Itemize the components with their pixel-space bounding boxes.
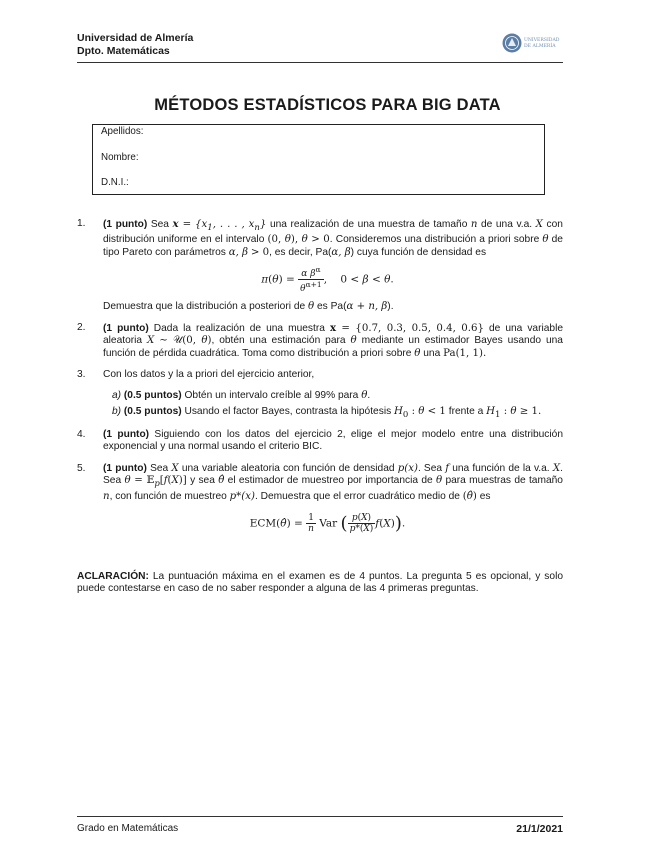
question-number: 3.	[77, 369, 86, 380]
header-block	[77, 32, 193, 58]
equation-pareto-density: π(θ) = $\frac{\alpha \beta^\alpha}{\theta^{\alpha+1}}$ , 0 < β < θ.	[261, 265, 394, 294]
note-label: ACLARACIÓN:	[77, 571, 149, 582]
surname-label: Apellidos:	[101, 126, 144, 137]
id-label: D.N.I.:	[101, 177, 129, 188]
question-5: 5. (1 punto) Sea X una variable aleatoria con función de densidad p(x). Sea f una función de la v.a. X. Sea θ = 𝔼$_p$[f(X)] y sea θ̂ el estimador de muestreo por importancia de θ para muestras de tamaño n, con función de muestreo p*(x). Demuestra que el error cuadrático medio de (θ̂) es	[77, 463, 563, 502]
question-1-conclusion: Demuestra que la distribución a posteriori de θ es Pa(α + n, β).	[103, 301, 394, 312]
note-text: La puntuación máxima en el examen es de 4 puntos. La pregunta 5 es opcional, y solo puede contestarse en caso de no saber responder a alguna de las 4 primeras preguntas.	[77, 571, 563, 595]
logo-text-line-2: DE ALMERÍA	[524, 44, 556, 49]
question-points: (1 punto)	[103, 219, 148, 230]
question-4: 4. (1 punto) Siguiendo con los datos del ejercicio 2, elige el mejor modelo entre una distribución exponencial y una normal usando el criterio BIC.	[77, 429, 563, 453]
student-info-box	[92, 124, 545, 195]
question-3a: a) (0.5 puntos) Obtén un intervalo creíble al 99% para θ.	[112, 390, 371, 401]
header-divider	[77, 62, 563, 63]
name-label: Nombre:	[101, 152, 139, 163]
question-number: 1.	[77, 218, 86, 229]
question-points: (1 punto)	[103, 323, 149, 334]
logo-text-line-1: UNIVERSIDAD	[524, 38, 560, 43]
university-logo	[502, 31, 564, 55]
footer-date: 21/1/2021	[516, 823, 563, 835]
footer-degree: Grado en Matemáticas	[77, 823, 179, 834]
question-2: 2. (1 punto) Dada la realización de una muestra x = {0.7, 0.3, 0.5, 0.4, 0.6} de una variable aleatoria X ∼ 𝒰(0, θ), obtén una estimación para θ mediante un estimador Bayes usando una función de pérdida cuadrática. Toma como distribución a priori sobre θ una Pa(1, 1).	[77, 322, 564, 359]
question-3: 3. Con los datos y la a priori del ejercicio anterior,	[77, 369, 315, 380]
question-points: (1 punto)	[103, 463, 147, 474]
question-number: 5.	[77, 463, 86, 474]
exam-title: MÉTODOS ESTADÍSTICOS PARA BIG DATA	[154, 96, 501, 114]
clarification-note	[77, 571, 563, 596]
question-3b: b) (0.5 puntos) Usando el factor Bayes, contrasta la hipótesis $H_0$ : θ < 1 frente a $H_1$ : θ ≥ 1.	[112, 406, 542, 421]
equation-ecm: ECM(θ̂) = $\frac{1}{n}$ Var ( $\frac{p(X)}{p*(X)}$ f(X)).	[249, 513, 406, 534]
footer-divider	[77, 816, 563, 817]
university-name: Universidad de Almería	[77, 32, 194, 44]
question-number: 4.	[77, 429, 86, 440]
department-name: Dpto. Matemáticas	[77, 45, 170, 57]
question-number: 2.	[77, 322, 86, 333]
question-1: 1. (1 punto) Sea $x = \{x_1$, . . . , $x_n$} una realización de una muestra de tamaño n de una v.a. X con distribución uniforme en el intervalo (0, θ), θ > 0. Consideremos una distribución a priori sobre θ de tipo Pareto con parámetros α, β > 0, es decir, Pa(α, β) cuya función de densidad es	[77, 218, 563, 258]
question-points: (1 punto)	[103, 429, 150, 440]
